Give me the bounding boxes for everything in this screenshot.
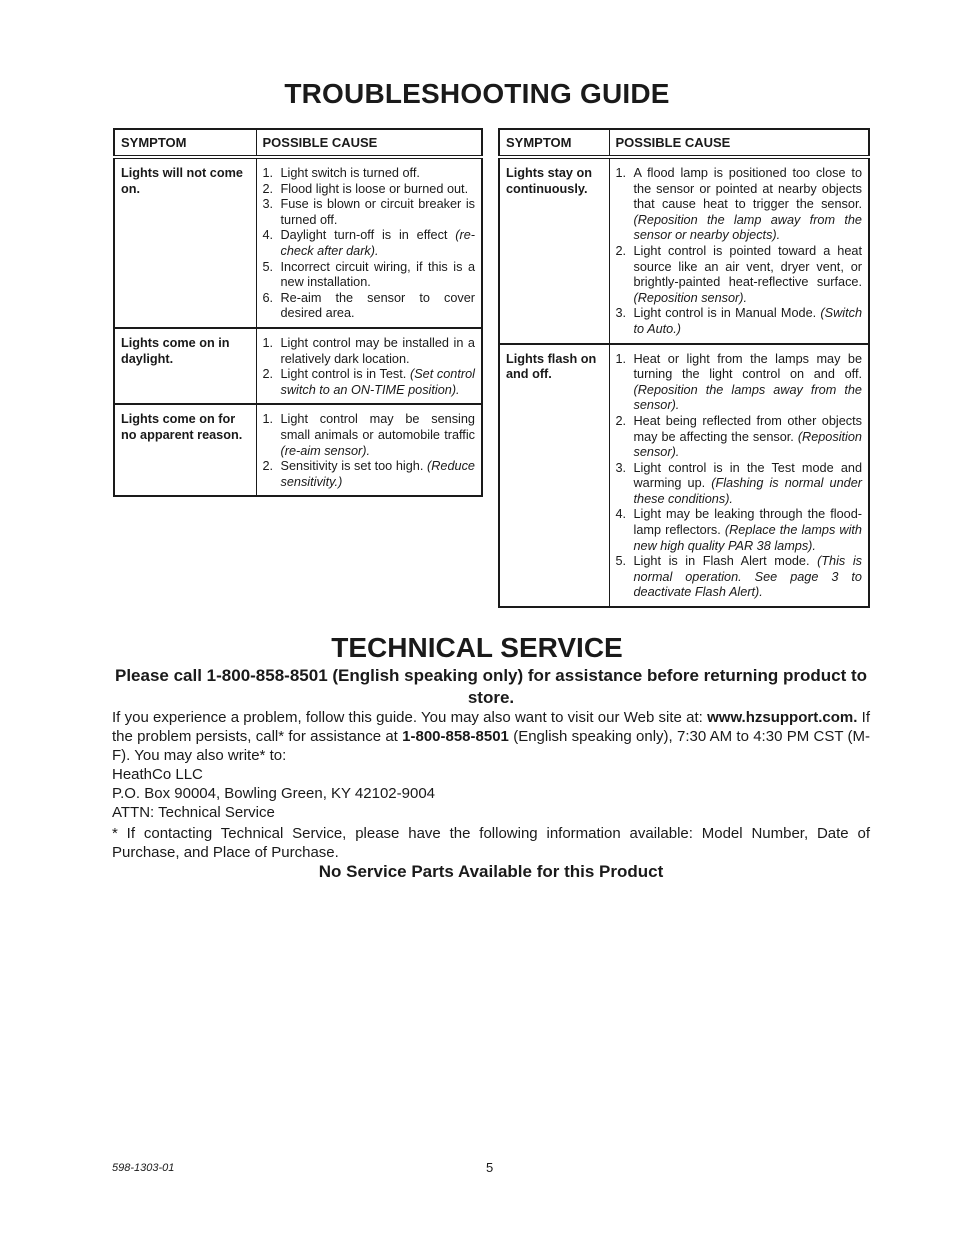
cause-number: 1. bbox=[615, 166, 627, 180]
cause-text: Light control may be sensing small animals or automobile traffic (re-aim sensor). bbox=[280, 412, 475, 458]
cause-remedy: (This is normal operation. See page 3 to deactivate Flash Alert). bbox=[633, 554, 862, 600]
symptom-cell: Lights stay on continuously. bbox=[499, 157, 609, 344]
no-parts-notice: No Service Parts Available for this Product bbox=[318, 862, 664, 881]
paragraph-text: If you experience a problem, follow this guide. You may also want to visit our Web site at: bbox=[112, 709, 708, 726]
symptom-cell: Lights will not come on. bbox=[114, 157, 256, 328]
cause-text: Light control may be installed in a relatively dark location. bbox=[280, 335, 475, 366]
cause-remedy: (Set control switch to an ON-TIME position). bbox=[280, 367, 475, 397]
cause-text: Daylight turn-off is in effect (re-check after dark). bbox=[280, 228, 475, 258]
cause-item bbox=[263, 367, 476, 398]
cause-item bbox=[616, 414, 863, 461]
page-title: TROUBLESHOOTING GUIDE bbox=[284, 78, 670, 109]
cause-item bbox=[263, 291, 476, 322]
cause-number: 5. bbox=[262, 259, 274, 274]
cause-number: 3. bbox=[262, 197, 274, 212]
possible-cause-header: POSSIBLE CAUSE bbox=[609, 129, 869, 157]
cause-number: 3. bbox=[615, 460, 627, 475]
cause-item bbox=[263, 182, 476, 198]
cause-text: Light is in Flash Alert mode. (This is normal operation. See page 3 to deactivate Flash Alert). bbox=[633, 554, 862, 600]
cause-list bbox=[263, 166, 476, 322]
cause-text: Light control is in the Test mode and warming up. (Flashing is normal under these conditions). bbox=[633, 460, 862, 506]
cause-text: Sensitivity is set too high. (Reduce sensitivity.) bbox=[280, 459, 475, 489]
symptom-header: SYMPTOM bbox=[499, 129, 609, 157]
cause-item bbox=[616, 461, 863, 508]
contact-paragraph bbox=[112, 708, 870, 765]
table-row bbox=[499, 344, 869, 608]
website-link[interactable]: www.hzsupport.com. bbox=[707, 709, 858, 726]
cause-item bbox=[263, 197, 476, 228]
address-line: HeathCo LLC bbox=[112, 766, 203, 783]
cause-number: 4. bbox=[262, 228, 274, 243]
cause-item bbox=[616, 507, 863, 554]
cause-number: 5. bbox=[615, 554, 627, 569]
cause-text: Re-aim the sensor to cover desired area. bbox=[280, 290, 475, 321]
cause-list bbox=[263, 336, 476, 398]
symptom-cell: Lights flash on and off. bbox=[499, 344, 609, 608]
cause-cell bbox=[256, 328, 482, 404]
cause-item bbox=[616, 554, 863, 601]
cause-number: 1. bbox=[262, 166, 274, 180]
table-row bbox=[114, 157, 482, 328]
part-number: 598-1303-01 bbox=[112, 1162, 175, 1174]
table-body bbox=[499, 157, 869, 607]
symptom-cell: Lights come on for no apparent reason. bbox=[114, 404, 256, 496]
cause-remedy: (Reposition the lamps away from the sensor). bbox=[633, 382, 862, 413]
cause-number: 2. bbox=[615, 243, 627, 258]
cause-item bbox=[263, 336, 476, 367]
cause-item bbox=[616, 166, 863, 244]
table-row bbox=[114, 328, 482, 404]
cause-remedy: (Flashing is normal under these conditions). bbox=[633, 476, 862, 506]
cause-text: Incorrect circuit wiring, if this is a new installation. bbox=[280, 259, 475, 290]
cause-remedy: (Switch to Auto.) bbox=[633, 306, 862, 336]
footnote: * If contacting Technical Service, please have the following information available: Model Number, Date of Purchase, and Place of Purchase. bbox=[112, 825, 870, 861]
cause-cell bbox=[256, 157, 482, 328]
cause-cell bbox=[609, 157, 869, 344]
cause-number: 2. bbox=[262, 459, 274, 474]
cause-cell bbox=[256, 404, 482, 496]
cause-list bbox=[263, 412, 476, 490]
cause-text: Light switch is turned off. bbox=[280, 166, 420, 180]
cause-text: A flood lamp is positioned too close to the sensor or pointed at nearby objects that cause heat to trigger the sensor. (Reposition the lamp away from the sensor or nearby objects). bbox=[633, 166, 862, 243]
cause-number: 2. bbox=[615, 413, 627, 428]
cause-text: Heat being reflected from other objects may be affecting the sensor. (Reposition sensor). bbox=[633, 413, 862, 460]
cause-number: 3. bbox=[615, 306, 627, 321]
troubleshooting-table-right bbox=[498, 128, 870, 608]
cause-text: Light control is in Manual Mode. (Switch to Auto.) bbox=[633, 306, 862, 336]
call-line: Please call 1-800-858-8501 (English speaking only) for assistance before returning product to store. bbox=[114, 666, 868, 707]
cause-remedy: (re-check after dark). bbox=[280, 228, 475, 258]
cause-remedy: (Replace the lamps with new high quality PAR 38 lamps). bbox=[633, 523, 862, 553]
symptom-header: SYMPTOM bbox=[114, 129, 256, 157]
cause-number: 2. bbox=[262, 181, 274, 196]
cause-number: 2. bbox=[262, 367, 274, 382]
cause-item bbox=[263, 459, 476, 490]
technical-service-body bbox=[112, 708, 870, 862]
page-number: 5 bbox=[486, 1160, 494, 1175]
paragraph-text: (English speaking only), 7:30 AM to 4:30 PM CST (M-F). You may also write* to: bbox=[112, 728, 870, 764]
cause-item bbox=[616, 306, 863, 337]
cause-item bbox=[263, 166, 476, 182]
cause-text: Flood light is loose or burned out. bbox=[280, 181, 469, 196]
table-body bbox=[114, 157, 482, 496]
cause-text: Light may be leaking through the flood-lamp reflectors. (Replace the lamps with new high quality PAR 38 lamps). bbox=[633, 507, 862, 553]
paragraph-text: If the problem persists, call* for assistance at bbox=[112, 709, 870, 745]
cause-item bbox=[263, 228, 476, 259]
cause-remedy: (Reposition the lamp away from the sensor or nearby objects). bbox=[633, 212, 862, 243]
cause-number: 4. bbox=[615, 507, 627, 522]
cause-list bbox=[616, 166, 863, 338]
table-row bbox=[114, 404, 482, 496]
cause-item bbox=[616, 352, 863, 414]
address-line: P.O. Box 90004, Bowling Green, KY 42102-9004 bbox=[112, 785, 436, 802]
cause-remedy: (Reduce sensitivity.) bbox=[280, 459, 475, 489]
cause-text: Light control is in Test. (Set control switch to an ON-TIME position). bbox=[280, 367, 475, 397]
cause-number: 1. bbox=[615, 351, 627, 366]
symptom-cell: Lights come on in daylight. bbox=[114, 328, 256, 404]
cause-text: Heat or light from the lamps may be turning the light control on and off. (Reposition the lamps away from the sensor). bbox=[633, 351, 862, 413]
cause-item bbox=[263, 412, 476, 459]
cause-number: 1. bbox=[262, 412, 274, 427]
cause-text: Light control is pointed toward a heat source like an air vent, dryer vent, or brightly-painted heat-reflective surface. (Reposition sensor). bbox=[633, 243, 862, 305]
phone-number: 1-800-858-8501 bbox=[402, 728, 509, 745]
cause-number: 1. bbox=[262, 335, 274, 350]
troubleshooting-table-left bbox=[113, 128, 483, 497]
cause-remedy: (Reposition sensor). bbox=[633, 290, 748, 305]
cause-item bbox=[616, 244, 863, 306]
cause-number: 6. bbox=[262, 290, 274, 305]
possible-cause-header: POSSIBLE CAUSE bbox=[256, 129, 482, 157]
cause-remedy: (re-aim sensor). bbox=[280, 443, 371, 458]
table-row bbox=[499, 157, 869, 344]
address-line: ATTN: Technical Service bbox=[112, 804, 275, 821]
cause-list bbox=[616, 352, 863, 602]
technical-service-title: TECHNICAL SERVICE bbox=[331, 632, 623, 663]
cause-item bbox=[263, 260, 476, 291]
cause-cell bbox=[609, 344, 869, 608]
cause-remedy: (Reposition sensor). bbox=[633, 429, 862, 460]
cause-text: Fuse is blown or circuit breaker is turned off. bbox=[280, 197, 475, 227]
